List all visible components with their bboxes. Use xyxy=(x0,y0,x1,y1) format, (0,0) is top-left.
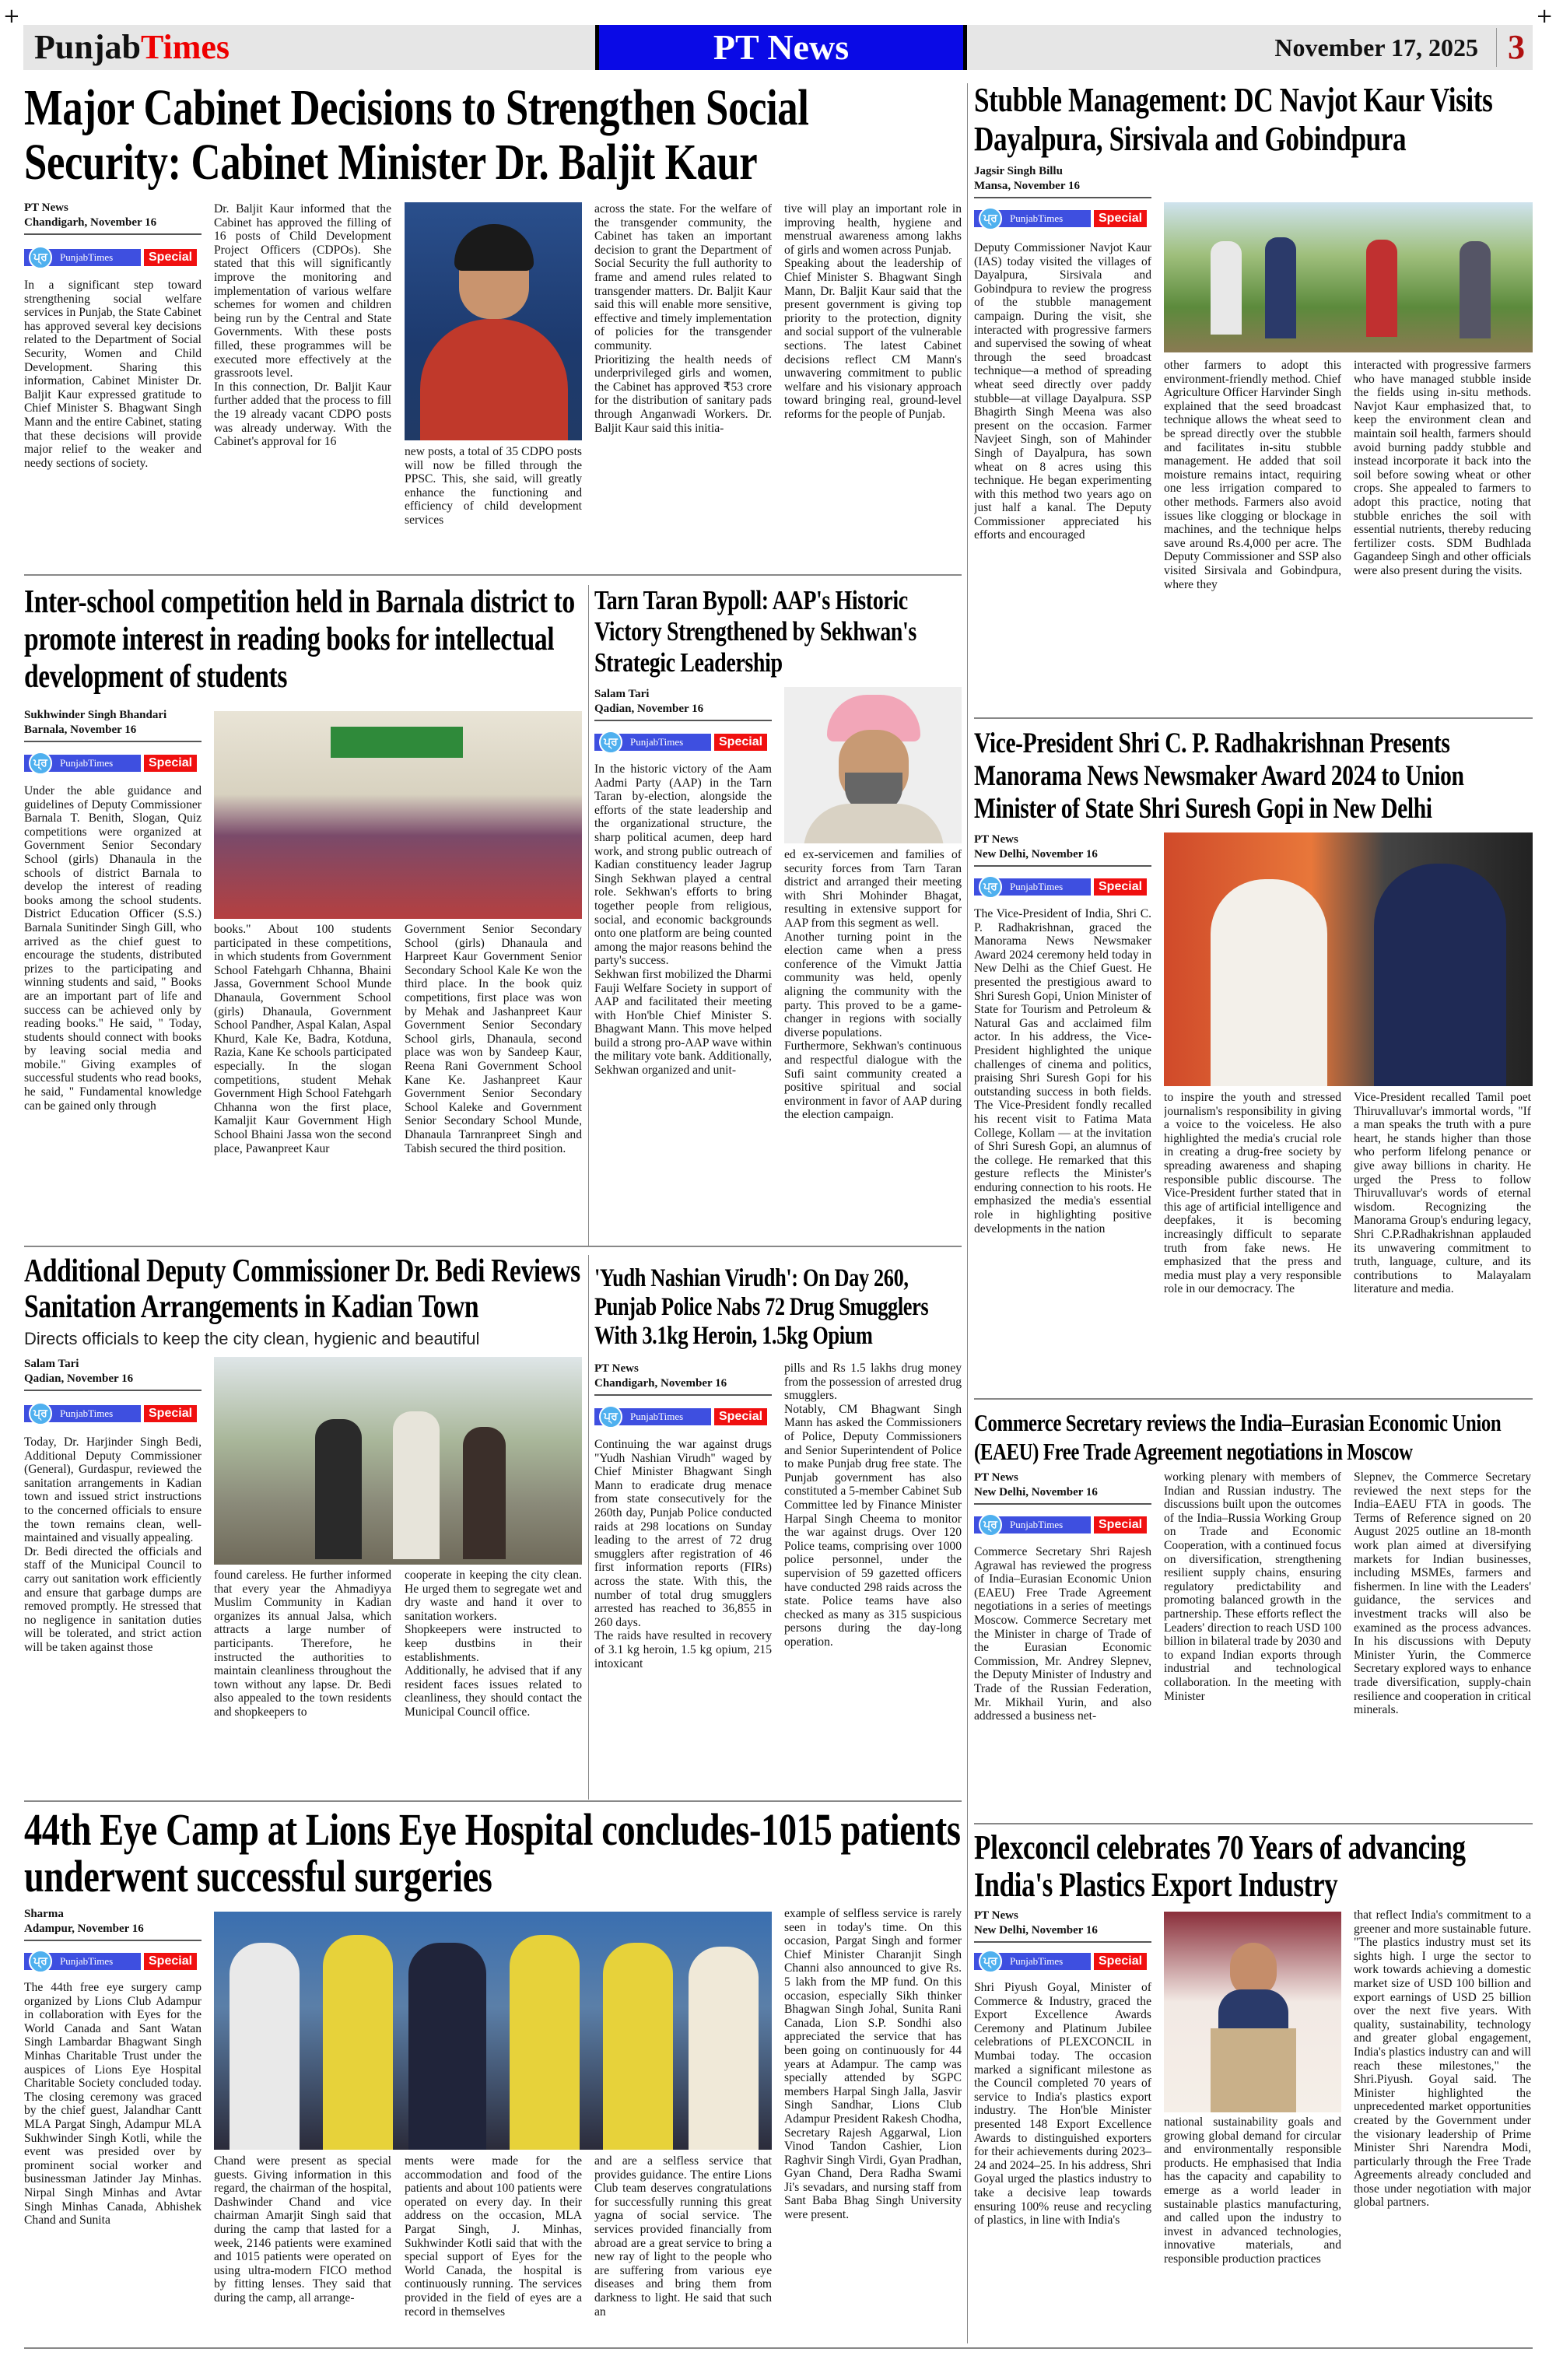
special-badge: ਪ੍ਰ PunjabTimes Special xyxy=(974,1515,1158,1535)
article-photo xyxy=(214,711,582,919)
punjabtimes-logo-icon: ਪ੍ਰ xyxy=(29,1950,52,1973)
article-text-column: Dr. Baljit Kaur informed that the Cabinet has approved the filling of 16 posts of Child Development Project Officers (CDPOs). She stated that this will significantly improve the monitoring and implementation of various welfare schemes for women and children being run by the Central and State Governments. With these posts filled, these programmes will be executed more effectively at the grassroots level. In this connection, Dr. Baljit Kaur further added that the process to fill the 19 already vacant CDPO posts was already underway. With the Cabinet's approval for 16 xyxy=(214,202,391,449)
article-text-column: found careless. He further informed that every year the Ahmadiyya Muslim Community in Kadian organizes its annual Jalsa, which attracts a large number of participants. Therefore, he instructed the authorities to maintain cleanliness throughout the town without any lapse. Dr. Bedi also appealed to the town residents and shopkeepers to xyxy=(214,1569,391,1719)
article-text-column: Government Senior Secondary School (girls) Dhanaula and Harpreet Kaur Government Senior Secondary School Kale Ke won the third place. In the book quiz competitions, first place was won by Mehak and Jashanpreet Kaur Government Senior Secondary School girls, Dhanaula, second place was won by Sandeep Kaur, Reena Rani Government School Kane Ke. Jashanpreet Kaur Government Senior Secondary School Kaleke and Government Senior Secondary School Munde, Dhanaula Tarnranpreet Singh and Tabish secured the third position. xyxy=(405,923,582,1155)
article-text-column: Under the able guidance and guidelines of Deputy Commissioner Barnala T. Benith, Slogan, Quiz competitions were organized at Government Senior Secondary School (girls) Dhanaula in the schools of district Barnala to develop the interest of reading books among the school students. District Education Officer (S.S.) Barnala Sunitinder Singh Gill, who arrived as the chief guest to encourage the students, distributed prizes to the participating and winning students and said, " Books are an important part of life and success can be achieved only by reading books." He said, " Today, students should connect with books by leaving social media and mobile." Giving examples of successful students who read books, he said, " Fundamental knowledge can be gained only through xyxy=(24,784,202,1113)
byline: PT News New Delhi, November 16 xyxy=(974,1909,1151,1943)
article-text-column: Slepnev, the Commerce Secretary reviewed the next steps for the India–EAEU FTA in goods. The Terms of Reference signed on 20 August 2025 outline an 18-month work plan aimed at diversifying markets for Indian businesses, including MSMEs, farmers and fishermen. In line with the Leaders' guidance, the services and investment tracks will also be examined as the process advances. In his discussions with Deputy Minister Yurin, the Commerce Secretary explored ways to enhance trade diversification, supply-chain resilience and cooperation in critical minerals. xyxy=(1354,1470,1531,1717)
article-text-column: cooperate in keeping the city clean. He urged them to segregate wet and dry waste and hand it over to sanitation workers. Shopkeepers were instructed to keep dustbins in their establishments. Additionally, he advised that if any resident faces issues related to cleanliness, they should contact the Municipal Council office. xyxy=(405,1569,582,1719)
punjabtimes-logo-icon: ਪ੍ਰ xyxy=(979,1950,1002,1973)
section-divider xyxy=(24,1246,962,1247)
special-badge: ਪ੍ਰ PunjabTimes Special xyxy=(24,247,208,268)
punjabtimes-logo-icon: ਪ੍ਰ xyxy=(599,731,622,754)
headline[interactable]: 'Yudh Nashian Virudh': On Day 260, Punjab Police Nabs 72 Drug Smugglers With 3.1kg Heroin, 1.5kg Opium xyxy=(594,1264,929,1350)
byline: PT News Chandigarh, November 16 xyxy=(594,1362,772,1396)
special-badge: ਪ੍ਰ PunjabTimes Special xyxy=(594,732,778,752)
punjabtimes-logo-icon: ਪ੍ਰ xyxy=(29,752,52,775)
column-divider xyxy=(588,1255,589,1800)
article-text-column: across the state. For the welfare of the transgender community, the Cabinet has taken an important decision to grant the Department of Social Security the full authority to frame and amend rules related to transgender matters. Dr. Baljit Kaur said this will enable more sensitive, effective and timely implementation of policies for the transgender community. Prioritizing the health needs of underprivileged girls and women, the Cabinet has approved ₹53 crore for the distribution of sanitary pads through Anganwadi Workers. Dr. Baljit Kaur said this initia- xyxy=(594,202,772,435)
headline[interactable]: Plexconcil celebrates 70 Years of advancing India's Plastics Export Industry xyxy=(974,1828,1466,1904)
headline[interactable]: Commerce Secretary reviews the India–Eurasian Economic Union (EAEU) Free Trade Agreement negotiations in Moscow xyxy=(974,1409,1502,1465)
article-text-column: that reflect India's commitment to a greener and more sustainable future. "The plastics industry must set its sights high. I urge the sector to work towards achieving a domestic market size of USD 100 billion and export earnings of USD 25 billion over the next five years. With quality, sustainability, technology and greater global engagement, India's plastics industry can and will reach these milestones," the Shri.Piyush. Goyal said. The Minister highlighted the unprecedented market opportunities created by the Government under the visionary leadership of Prime Minister Shri Narendra Modi, particularly through the Free Trade Agreements already concluded and those under negotiation with major global partners. xyxy=(1354,1909,1531,2210)
special-badge: ਪ੍ਰ PunjabTimes Special xyxy=(24,1951,208,1972)
article-text-column: Commerce Secretary Shri Rajesh Agrawal has reviewed the progress of India–Eurasian Economic Union (EAEU) Free Trade Agreement negotiations in a series of meetings Moscow. Commerce Secretary met the Minister in charge of Trade of the Eurasian Economic Commission, Mr. Andrey Slepnev, the Deputy Minister of Industry and Trade of the Russian Federation, Mr. Mikhail Yurin, and also addressed a business net- xyxy=(974,1545,1151,1723)
article-photo xyxy=(1164,1912,1341,2112)
special-badge: ਪ੍ਰ PunjabTimes Special xyxy=(594,1407,778,1427)
article-text-column: and are a selfless service that provides guidance. The entire Lions Club team deserves congratulations for successfully running this great yagna of social service. The services provided financially from abroad are a great service to bring a new ray of light to the people who are suffering from various eye diseases and bring them from darkness to light. He said that such an xyxy=(594,2154,772,2319)
byline: Jagsir Singh Billu Mansa, November 16 xyxy=(974,164,1151,198)
article-text-column: Today, Dr. Harjinder Singh Bedi, Additional Deputy Commissioner (General), Gurdaspur, reviewed the sanitation arrangements in Kadian town and issued strict instructions to the concerned officials to ensure the town remains clean, well-maintained and visually appealing. Dr. Bedi directed the officials and staff of the Municipal Council to carry out sanitation work efficiently and ensure that garbage dumps are removed promptly. He stressed that no negligence in sanitation duties will be tolerated, and strict action will be taken against those xyxy=(24,1435,202,1654)
byline: Salam Tari Qadian, November 16 xyxy=(24,1357,202,1391)
article-text-column: The 44th free eye surgery camp organized by Lions Club Adampur in collaboration with Eyes for the World Canada and Sant Watan Singh Lambardar Bhagwant Singh Minhas Charitable Trust under the auspices of Lions Eye Hospital Charitable Society concluded today. The closing ceremony was graced by the chief guest, Jalandhar Cantt MLA Pargat Singh, Adampur MLA Sukhwinder Singh Kotli, while the event was presided over by prominent social worker and businessman Jatinder Jay Minhas. Nirpal Singh Minhas and Avtar Singh Minhas Canada, Abhishek Chand and Sunita xyxy=(24,1981,202,2228)
special-badge: ਪ੍ਰ PunjabTimes Special xyxy=(24,1404,208,1424)
article-text-column: ed ex-servicemen and families of security forces from Tarn Taran district and arranged their meeting with Shri Mohinder Bhagat, resulting in extensive support for AAP from this segment as well. Another turning point in the election came when a press conference of the Vimukt Jattia community was held, openly aligning the community with the party. This proved to be a game-changer in regions with socially diverse populations. Furthermore, Sekhwan's continuous and respectful dialogue with the Sufi saint community created a positive spiritual and social environment in favor of AAP during the election campaign. xyxy=(784,848,962,1122)
article-text-column: books." About 100 students participated in these competitions, in which students from Government School Fatehgarh Chhanna, Bhaini Jassa, Government School Munde Dhanaula, Government School (girls) Dhanaula, Government School Pandher, Aspal Kalan, Aspal Khurd, Kale Ke, Badra, Kotduna, Razia, Kane Ke schools participated especially. In the slogan competitions, student Mehak Government High School Fatehgarh Chhanna won the first place, Kamaljit Kaur Government High School Bhaini Jassa won the second place, Pawanpreet Kaur xyxy=(214,923,391,1155)
article-photo xyxy=(1164,832,1533,1086)
section-title: PT News xyxy=(595,25,967,70)
article-text-column: Shri Piyush Goyal, Minister of Commerce & Industry, graced the Export Excellence Awards Ceremony and Platinum Jubilee celebrations of PLEXCONCIL in Mumbai today. The occasion marked a significant milestone as the Council completed 70 years of service to India's plastics export industry. The Hon'ble Minister presented 148 Export Excellence Awards to distinguished exporters for their achievements during 2023–24 and 2024–25. In his address, Shri Goyal urged the plastics industry to take a decisive leap towards ensuring 100% reuse and recycling of plastics, in line with India's xyxy=(974,1981,1151,2228)
article-text-column: interacted with progressive farmers who have managed stubble inside the fields using in-situ methods. Navjot Kaur emphasized that, to keep the environment clean and maintain soil health, farmers should avoid burning paddy stubble and instead incorporate it back into the soil before sowing wheat or other crops. She appealed to farmers to adopt this practice, noting that stubble enriches the soil with essential nutrients, thereby reducing fertilizer costs. SDM Budhlada Gagandeep Singh and other officials were also present during the visits. xyxy=(1354,359,1531,577)
column-divider xyxy=(588,585,589,1246)
article-text-column: ments were made for the accommodation and food of the patients and about 100 patients were operated on every day. In their address on the occasion, MLA Pargat Singh, J. Minhas, Sukhwinder Kotli said that with the special support of Eyes for the World Canada, the hospital is continuously running. The services provided in the field of eyes are a record in themselves xyxy=(405,2154,582,2319)
column-divider xyxy=(967,83,968,2343)
article-photo xyxy=(1164,202,1533,352)
headline[interactable]: Vice-President Shri C. P. Radhakrishnan Presents Manorama News Newsmaker Award 2024 to Union Minister of State Shri Suresh Gopi in New Delhi xyxy=(974,727,1464,825)
punjabtimes-logo-icon: ਪ੍ਰ xyxy=(979,875,1002,899)
special-badge: ਪ੍ਰ PunjabTimes Special xyxy=(24,753,208,773)
article-text-column: Continuing the war against drugs "Yudh Nashian Virudh" waged by Chief Minister Bhagwant Singh Mann to eradicate drug menace from state consecutively for the 260th day, Punjab Police conducted raids at 298 locations on Sunday leading to the arrest of 72 drug smugglers after registration of 46 first information reports (FIRs) across the state. With this, the number of total drug smugglers arrested has reached to 36,855 in 260 days. The raids have resulted in recovery of 3.1 kg heroin, 1.5 kg opium, 215 intoxicant xyxy=(594,1438,772,1670)
punjabtimes-logo-icon: ਪ੍ਰ xyxy=(29,246,52,269)
byline: Sukhwinder Singh Bhandari Barnala, November 16 xyxy=(24,708,202,742)
headline[interactable]: Inter-school competition held in Barnala district to promote interest in reading books for intellectual development of students xyxy=(24,584,575,695)
byline: Salam Tari Qadian, November 16 xyxy=(594,687,772,721)
headline[interactable]: Major Cabinet Decisions to Strengthen Social Security: Cabinet Minister Dr. Baljit Kaur xyxy=(24,79,809,191)
headline[interactable]: Tarn Taran Bypoll: AAP's Historic Victory Strengthened by Sekhwan's Strategic Leadership xyxy=(594,585,916,678)
article-text-column: tive will play an important role in improving health, hygiene and menstrual awareness among lakhs of girls and women across Punjab. Speaking about the leadership of Chief Minister S. Bhagwant Singh Mann, Dr. Baljit Kaur said that the present government is giving top priority to the protection, dignity and social support of the vulnerable sections. The latest Cabinet decisions reflect CM Mann's unwavering commitment to public welfare and his visionary approach toward bringing real, ground-level reforms for the people of Punjab. xyxy=(784,202,962,421)
byline: PT News New Delhi, November 16 xyxy=(974,1470,1151,1505)
headline[interactable]: Additional Deputy Commissioner Dr. Bedi Reviews Sanitation Arrangements in Kadian Town xyxy=(24,1253,580,1325)
section-divider xyxy=(24,574,962,576)
article-text-column: national sustainability goals and growing global demand for circular and environmentally responsible products. He emphasised that India has the capacity and capability to emerge as a world leader in sustainable plastics manufacturing, and called upon the industry to invest in advanced technologies, innovative materials, and responsible production practices xyxy=(1164,2115,1341,2266)
byline: PT News New Delhi, November 16 xyxy=(974,832,1151,867)
article-photo xyxy=(405,202,582,440)
byline: Sharma Adampur, November 16 xyxy=(24,1907,202,1941)
section-divider xyxy=(24,1800,962,1802)
section-divider xyxy=(974,717,1533,719)
page-bottom-rule xyxy=(24,2347,1533,2349)
masthead xyxy=(23,25,1533,70)
punjabtimes-logo-icon: ਪ੍ਰ xyxy=(29,1402,52,1425)
punjabtimes-logo-icon: ਪ੍ਰ xyxy=(979,1513,1002,1537)
crop-mark-icon: + xyxy=(3,5,20,28)
article-photo xyxy=(784,687,962,843)
headline[interactable]: Stubble Management: DC Navjot Kaur Visits Dayalpura, Sirsivala and Gobindpura xyxy=(974,81,1493,158)
brand-logo: PunjabTimes xyxy=(34,28,230,66)
article-text-column: In the historic victory of the Aam Aadmi Party (AAP) in the Tarn Taran by-election, alongside the efforts of the state leadership and the organizational structure, the sharp political acumen, deep hard work, and strong public outreach of Kadian constituency leader Jagrup Singh Sekhwan played a central role. Sekhwan's efforts to bring together people from religious, social, and economic backgrounds onto one platform are being counted among the major reasons behind the party's success. Sekhwan first mobilized the Dharmi Fauji Welfare Society in support of AAP and facilitated their meeting with Hon'ble Chief Minister S. Bhagwant Mann. This move helped build a strong pro-AAP wave within the military vote bank. Additionally, Sekhwan organized and unit- xyxy=(594,762,772,1078)
article-photo xyxy=(214,1912,772,2150)
section-divider xyxy=(974,1823,1533,1824)
article-text-column: pills and Rs 1.5 lakhs drug money from the possession of arrested drug smugglers. Notably, CM Bhagwant Singh Mann has asked the Commissioners of Police, Deputy Commissioners and Senior Superintendent of Police to make Punjab drug free state. The Punjab government has also constituted a 5-member Cabinet Sub Committee led by Finance Minister Harpal Singh Cheema to monitor the war against drugs. Over 120 Police teams, comprising over 1000 police personnel, under the supervision of 59 gazetted officers have conducted 298 raids across the state. Police teams have also checked as many as 315 suspicious persons during the day-long operation. xyxy=(784,1362,962,1649)
special-badge: ਪ੍ਰ PunjabTimes Special xyxy=(974,877,1158,897)
article-text-column: working plenary with members of Indian and Russian industry. The discussions built upon the outcomes of the India–Russia Working Group on Trade and Economic Cooperation, with a continued focus on diversification, strengthening resilient supply chains, ensuring regulatory predictability and promoting balanced growth in the partnership. These efforts reflect the Leaders' direction to reach USD 100 billion in bilateral trade by 2030 and to expand Indian exports through industrial and technological collaboration. In the meeting with Minister xyxy=(1164,1470,1341,1703)
special-badge: ਪ੍ਰ PunjabTimes Special xyxy=(974,1951,1158,1972)
crop-mark-icon: + xyxy=(1536,5,1553,28)
article-text-column: to inspire the youth and stressed journalism's responsibility in giving a voice to the voiceless. He also highlighted the media's crucial role in creating a drug-free society by spreading awareness and shaping responsible public discourse. The Vice-President further stated that in this age of artificial intelligence and deepfakes, it is becoming increasingly difficult to separate truth from fake news. He emphasized that the press and media must play a very responsible role in our democracy. The xyxy=(1164,1091,1341,1296)
subheadline: Directs officials to keep the city clean, hygienic and beautiful xyxy=(24,1329,480,1348)
issue-date: November 17, 2025 xyxy=(1274,33,1478,61)
article-text-column: Vice-President recalled Tamil poet Thiruvalluvar's immortal words, "If a man speaks the truth with a pure heart, he stands higher than those who perform lifelong penance or give away billions in charity. He urged the Press to follow Thiruvalluvar's words of eternal wisdom. Recognizing the Manorama Group's enduring legacy, Shri C.P.Radhakrishnan applauded its unwavering commitment to truth, language, culture, and its contributions to Malayalam literature and media. xyxy=(1354,1091,1531,1296)
article-text-column: Chand were present as special guests. Giving information in this regard, the chairman of the hospital, Dashwinder Chand and vice chairman Amarjit Singh said that during the camp that lasted for a week, 2146 patients were examined and 1015 patients were operated on using ultra-modern FICO method by fitting lenses. They said that during the camp, all arrange- xyxy=(214,2154,391,2305)
article-text-column: other farmers to adopt this environment-friendly method. Chief Agriculture Officer Harvinder Singh explained that the seed broadcast technique allows the wheat seed to be spread directly over the stubble and facilitates in-situ stubble management. He added that soil moisture remains intact, requiring one less irrigation compared to other methods. Farmers also avoid issues like clogging or blockage in machines, and the technique helps save around Rs.4,000 per acre. The Deputy Commissioner and SSP also visited Sirsivala and Gobindpura, where they xyxy=(1164,359,1341,591)
punjabtimes-logo-icon: ਪ੍ਰ xyxy=(979,207,1002,230)
special-badge: ਪ੍ਰ PunjabTimes Special xyxy=(974,209,1158,229)
punjabtimes-logo-icon: ਪ੍ਰ xyxy=(599,1405,622,1428)
article-text-column: In a significant step toward strengthening social welfare services in Punjab, the State Cabinet has approved several key decisions related to the Department of Social Security, Women and Child Development. Sharing this information, Cabinet Minister Dr. Baljit Kaur expressed gratitude to Chief Minister S. Bhagwant Singh Mann and the entire Cabinet, stating that these decisions will provide major relief to the weaker and needy sections of society. xyxy=(24,279,202,470)
page-number: 3 xyxy=(1496,28,1525,67)
article-text-column: The Vice-President of India, Shri C. P. Radhakrishnan, graced the Manorama News Newsmaker Award 2024 ceremony held today in New Delhi as the Chief Guest. He presented the prestigious award to Shri Suresh Gopi, Union Minister of State for Tourism and Petroleum & Natural Gas and acclaimed film actor. In his address, the Vice-President highlighted the unique challenges of cinema and politics, praising Shri Suresh Gopi for his outstanding success in both fields. The Vice-President fondly recalled his recent visit to Fatima Mata College, Kollam — at the invitation of Shri Suresh Gopi, an alumnus of the college. He remarked that this gesture reflects the Minister's enduring connection to his roots. He emphasized the media's essential role in highlighting positive developments in the nation xyxy=(974,907,1151,1236)
headline[interactable]: 44th Eye Camp at Lions Eye Hospital concludes-1015 patients underwent successful surgeries xyxy=(24,1804,961,1902)
article-text-column: example of selfless service is rarely seen in today's time. On this occasion, Pargat Singh and former Chief Minister Charanjit Singh Channi also announced to give Rs. 5 lakh from the MP fund. On this occasion, especially Sikh thinker Bhagwan Singh Johal, Sunita Rani Canada, Lion S.P. Sondhi also appreciated the service that has been going on continuously for 44 years at Adampur. The camp was specially attended by SGPC members Harpal Singh Jalla, Jasvir Singh Sandhar, Lions Club Adampur President Rakesh Chodha, Secretary Rajesh Aggarwal, Lion Vinod Tandon Cashier, Lion Raghvir Singh Virdi, Gyan Pradhan, Gyan Chand, Dera Radha Swami Ji's sevadars, and nursing staff from Sant Baba Bhag Singh University were present. xyxy=(784,1907,962,2222)
article-photo xyxy=(214,1357,582,1565)
byline: PT News Chandigarh, November 16 xyxy=(24,201,202,235)
section-divider xyxy=(974,1398,1533,1400)
article-text-column: Deputy Commissioner Navjot Kaur (IAS) today visited the villages of Dayalpura, Sirsivala and Gobindpura to review the progress of the stubble management campaign. During the visit, she interacted with progressive farmers and supervised the sowing of wheat through the seed broadcast technique—a method of spreading wheat seed directly over paddy stubble—at village Dayalpura. SSP Bhagirth Singh Meena was also present on the occasion. Farmer Navjeet Singh, son of Mahinder Singh of Dayalpura, has sown wheat on 8 acres using this technique. He began experimenting with this method two years ago on just half a kanal. The Deputy Commissioner appreciated his efforts and encouraged xyxy=(974,241,1151,542)
article-text-column: new posts, a total of 35 CDPO posts will now be filled through the PPSC. This, she said, will greatly enhance the functioning and efficiency of child development services xyxy=(405,445,582,527)
